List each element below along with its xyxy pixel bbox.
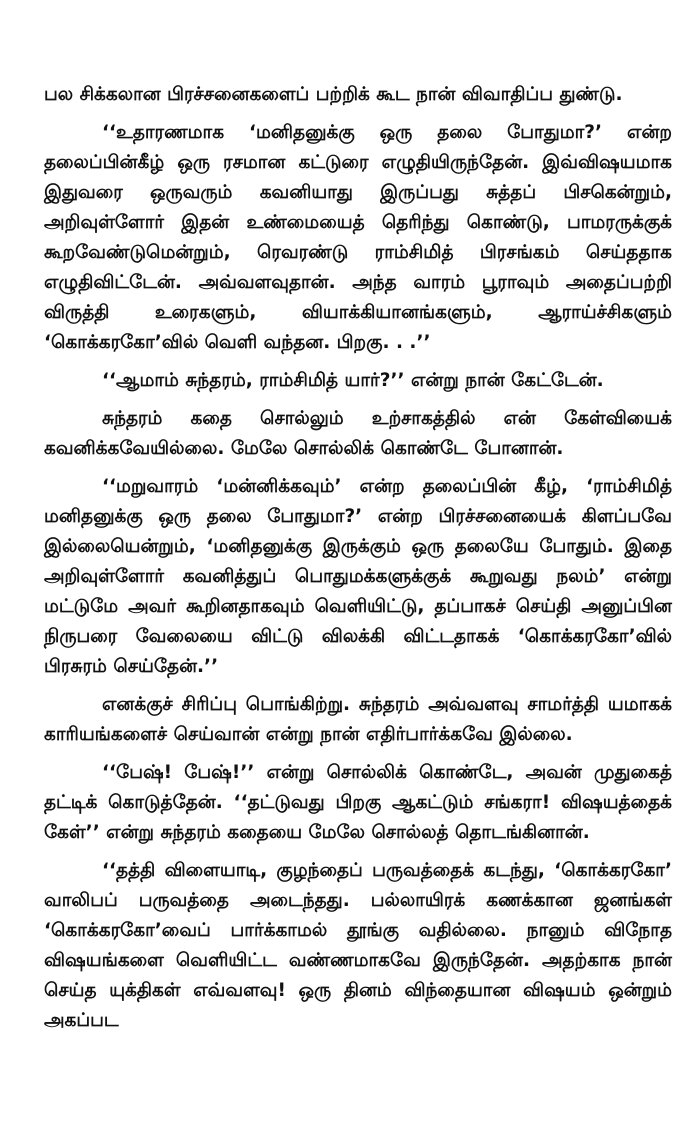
document-page	[44, 80, 672, 1044]
paragraph-3: ‘‘ஆமாம் சுந்தரம், ராம்சிமித் யார்?’’ என்று நான் கேட்டேன்.	[102, 370, 604, 391]
paragraph-2: ‘‘உதாரணமாக ‘மனிதனுக்கு ஒரு தலை போதுமா?’ என்ற தலைப்பின்கீழ் ஒரு ரசமான கட்டுரை எழுதியிருந்தேன். இவ்விஷயமாக இதுவரை ஒருவரும் கவனியாது இருப்பது சுத்தப் பிசகென்றும், அறிவுள்ளோர் இதன் உண்மையைத் தெரிந்து கொண்டு, பாமரருக்குக் கூறவேண்டுமென்றும், ரெவரண்டு ராம்சிமித் பிரசங்கம் செய்ததாக எழுதிவிட்டேன். அவ்வளவுதான். அந்த வாரம் பூராவும் அதைப்பற்றி விருத்தி உரைகளும், வியாக்கியானங்களும், ஆராய்ச்சிகளும் ‘கொக்கரகோ’வில் வெளி வந்தன. பிறகு. . .’’	[44, 122, 672, 353]
paragraph-7: ‘‘பேஷ்! பேஷ்!’’ என்று சொல்லிக் கொண்டே, அவன் முதுகைத் தட்டிக் கொடுத்தேன். ‘‘தட்டுவது பிறகு ஆகட்டும் சங்கரா! விஷயத்தைக் கேள்’’ என்று சுந்தரம் கதையை மேலே சொல்லத் தொடங்கினான்.	[44, 762, 672, 843]
paragraph-6: எனக்குச் சிரிப்பு பொங்கிற்று. சுந்தரம் அவ்வளவு சாமர்த்தி யமாகக் காரியங்களைச் செய்வான் என்று நான் எதிர்பார்க்கவே இல்லை.	[44, 694, 672, 745]
paragraph-1: பல சிக்கலான பிரச்சனைகளைப் பற்றிக் கூட நான் விவாதிப்ப துண்டு.	[44, 84, 623, 105]
paragraph-5: ‘‘மறுவாரம் ‘மன்னிக்கவும்’ என்ற தலைப்பின் கீழ், ‘ராம்சிமித் மனிதனுக்கு ஒரு தலை போதுமா?’ என்ற பிரச்சனையைக் கிளப்பவே இல்லையென்றும், ‘மனிதனுக்கு இருக்கும் ஒரு தலையே போதும். இதை அறிவுள்ளோர் கவனித்துப் பொதுமக்களுக்குக் கூறுவது நலம்’ என்று மட்டுமே அவர் கூறினதாகவும் வெளியிட்டு, தப்பாகச் செய்தி அனுப்பின நிருபரை வேலையை விட்டு விலக்கி விட்டதாகக் ‘கொக்கரகோ’வில் பிரசுரம் செய்தேன்.’’	[44, 476, 672, 677]
paragraph-8: ‘‘தத்தி விளையாடி, குழந்தைப் பருவத்தைக் கடந்து, ‘கொக்கரகோ’ வாலிபப் பருவத்தை அடைந்தது. பல்லாயிரக் கணக்கான ஜனங்கள் ‘கொக்கரகோ’வைப் பார்க்காமல் தூங்கு வதில்லை. நானும் விநோத விஷயங்களை வெளியிட்ட வண்ணமாகவே இருந்தேன். அதற்காக நான் செய்த யுக்திகள் எவ்வளவு! ஒரு தினம் விந்தையான விஷயம் ஒன்றும் அகப்பட	[44, 860, 672, 1031]
paragraph-4: சுந்தரம் கதை சொல்லும் உற்சாகத்தில் என் கேள்வியைக் கவனிக்கவேயில்லை. மேலே சொல்லிக் கொண்டே போனான்.	[44, 408, 672, 459]
